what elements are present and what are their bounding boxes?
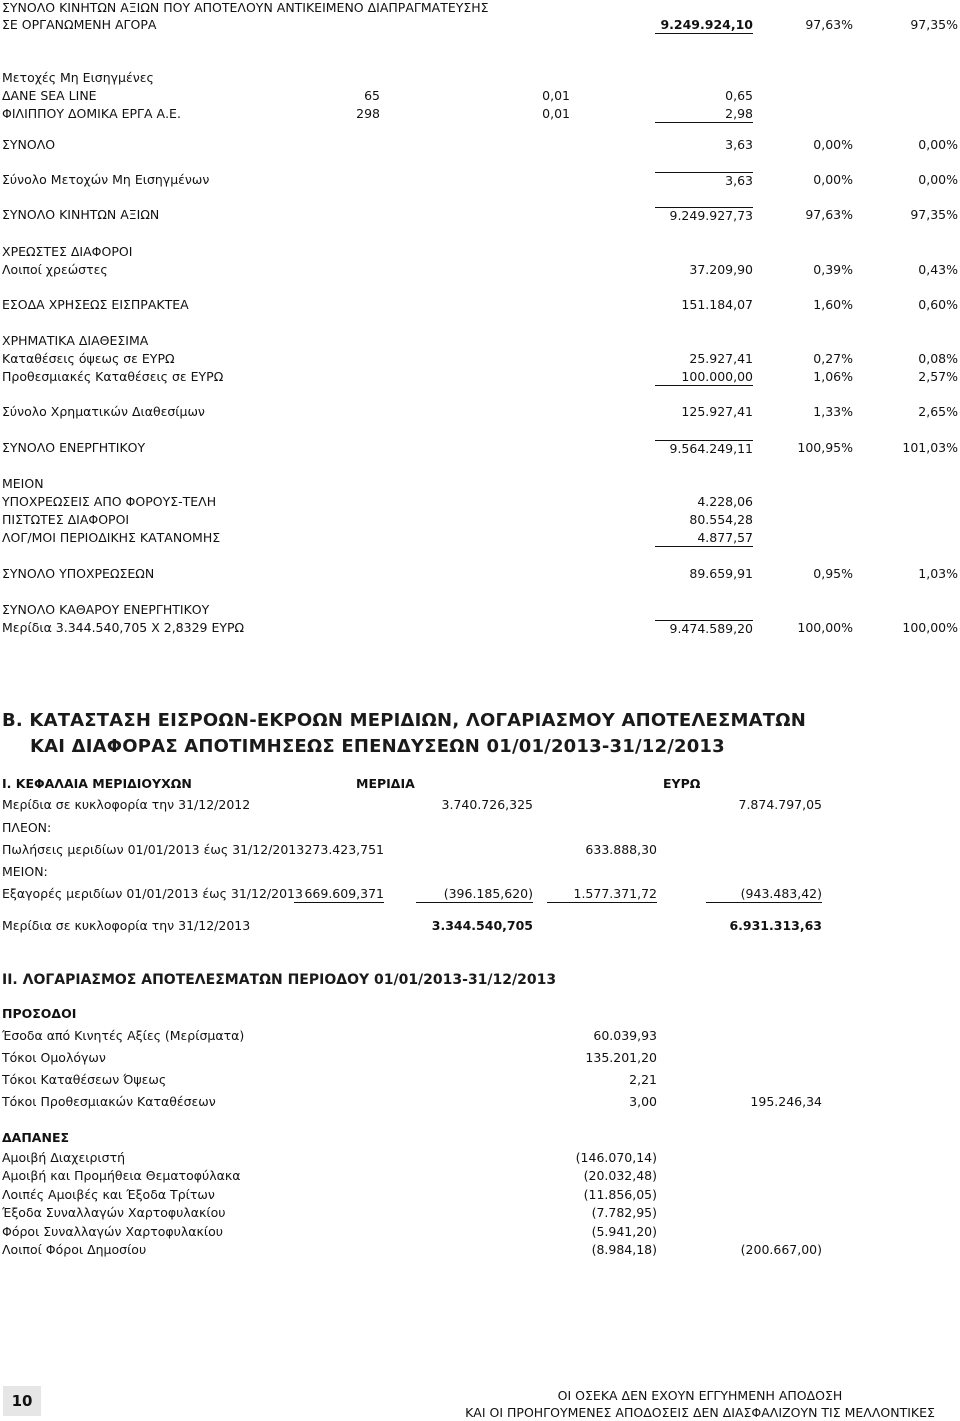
result-row-value: 3,00: [629, 1094, 657, 1109]
net-assets-pct2: 100,00%: [902, 620, 958, 635]
section-b-title-line2: ΚΑΙ ΔΙΑΦΟΡΑΣ ΑΠΟΤΙΜΗΣΕΩΣ ΕΠΕΝΔΥΣΕΩΝ 01/01/2013-31/12/2013: [30, 736, 725, 757]
plus-label: ΠΛΕΟΝ:: [2, 820, 52, 835]
result-row-value: (20.032,48): [583, 1168, 657, 1184]
redemptions-euro-net: (943.483,42): [706, 886, 822, 903]
securities-total-pct1: 97,63%: [805, 207, 853, 222]
net-assets-label: ΣΥΝΟΛΟ ΚΑΘΑΡΟΥ ΕΝΕΡΓΗΤΙΚΟΥ: [2, 602, 210, 617]
cash-total-pct2: 2,65%: [918, 404, 958, 419]
total-pct2: 0,00%: [918, 137, 958, 152]
sales-euro: 633.888,30: [585, 842, 657, 857]
cash-row-value: 100.000,00: [655, 369, 753, 386]
unlisted-total-value: 3,63: [655, 172, 753, 189]
page-number: 10: [3, 1386, 41, 1416]
results-title: ΙΙ. ΛΟΓΑΡΙΑΣΜΟΣ ΑΠΟΤΕΛΕΣΜΑΤΩΝ ΠΕΡΙΟΔΟΥ 01/01/2013-31/12/2013: [2, 972, 557, 988]
cash-row-pct1: 1,06%: [813, 369, 853, 384]
less-row-label: ΛΟΓ/ΜΟΙ ΠΕΡΙΟΔΙΚΗΣ ΚΑΤΑΝΟΜΗΣ: [2, 530, 221, 545]
securities-header-line2: ΣΕ ΟΡΓΑΝΩΜΕΝΗ ΑΓΟΡΑ: [2, 17, 157, 32]
redemptions-label: Εξαγορές μεριδίων 01/01/2013 έως 31/12/2013: [2, 886, 303, 901]
securities-total-pct2: 97,35%: [910, 207, 958, 222]
result-row-label: Λοιποί Φόροι Δημοσίου: [2, 1242, 147, 1257]
liabilities-total-label: ΣΥΝΟΛΟ ΥΠΟΧΡΕΩΣΕΩΝ: [2, 566, 155, 581]
closing-euro: 6.931.313,63: [729, 918, 822, 933]
result-row-label: Φόροι Συναλλαγών Χαρτοφυλακίου: [2, 1223, 223, 1239]
closing-label: Μερίδια σε κυκλοφορία την 31/12/2013: [2, 918, 251, 933]
securities-header-pct2: 97,35%: [910, 17, 958, 32]
income-title: ΠΡΟΣΟΔΟΙ: [2, 1006, 77, 1021]
result-row-value: 60.039,93: [593, 1028, 657, 1043]
securities-total-label: ΣΥΝΟΛΟ ΚΙΝΗΤΩΝ ΑΞΙΩΝ: [2, 207, 160, 222]
closing-units: 3.344.540,705: [431, 918, 533, 933]
securities-header-pct1: 97,63%: [805, 17, 853, 32]
unlisted-total-pct1: 0,00%: [813, 172, 853, 187]
result-row-label: Λοιπές Αμοιβές και Έξοδα Τρίτων: [2, 1186, 215, 1202]
result-row-total: 195.246,34: [750, 1094, 822, 1109]
result-row-value: 135.201,20: [585, 1050, 657, 1065]
unlisted-row-name: ΦΙΛΙΠΠΟΥ ΔΟΜΙΚΑ ΕΡΓΑ Α.Ε.: [2, 106, 181, 121]
minus-label: ΜΕΙΟΝ:: [2, 864, 48, 879]
units-label: Μερίδια 3.344.540,705 Χ 2,8329 ΕΥΡΩ: [2, 620, 245, 635]
cash-row-label: Καταθέσεις όψεως σε ΕΥΡΩ: [2, 351, 175, 366]
income-receivable-value: 151.184,07: [681, 297, 753, 312]
assets-total-pct2: 101,03%: [902, 440, 958, 455]
total-label: ΣΥΝΟΛΟ: [2, 137, 56, 152]
result-row-label: Έσοδα από Κινητές Αξίες (Μερίσματα): [2, 1028, 245, 1043]
cash-total-pct1: 1,33%: [813, 404, 853, 419]
net-assets-value: 9.474.589,20: [655, 620, 753, 637]
cash-total-value: 125.927,41: [681, 404, 753, 419]
result-row-value: (8.984,18): [591, 1242, 657, 1257]
debtors-value: 37.209,90: [689, 262, 753, 277]
net-assets-pct1: 100,00%: [797, 620, 853, 635]
result-row-label: Αμοιβή και Προμήθεια Θεματοφύλακα: [2, 1168, 241, 1184]
securities-header-line1: ΣΥΝΟΛΟ ΚΙΝΗΤΩΝ ΑΞΙΩΝ ΠΟΥ ΑΠΟΤΕΛΟΥΝ ΑΝΤΙΚΕΙΜΕΝΟ ΔΙΑΠΡΑΓΜΑΤΕΥΣΗΣ: [2, 0, 489, 15]
cash-row-pct2: 0,08%: [918, 351, 958, 366]
section-b-title-line1: Β. ΚΑΤΑΣΤΑΣΗ ΕΙΣΡΟΩΝ-ΕΚΡΟΩΝ ΜΕΡΙΔΙΩΝ, ΛΟΓΑΡΙΑΣΜΟΥ ΑΠΟΤΕΛΕΣΜΑΤΩΝ: [2, 710, 806, 731]
unlisted-row-qty: 298: [356, 106, 380, 121]
opening-label: Μερίδια σε κυκλοφορία την 31/12/2012: [2, 797, 251, 812]
result-row-value: 2,21: [629, 1072, 657, 1087]
liabilities-total-pct2: 1,03%: [918, 566, 958, 581]
result-row-value: (7.782,95): [591, 1205, 657, 1221]
less-title: ΜΕΙΟΝ: [2, 476, 44, 491]
liabilities-total-pct1: 0,95%: [813, 566, 853, 581]
assets-total-value: 9.564.249,11: [655, 440, 753, 457]
debtors-label: Λοιποί χρεώστες: [2, 262, 108, 277]
opening-units: 3.740.726,325: [441, 797, 533, 812]
expenses-title: ΔΑΠΑΝΕΣ: [2, 1130, 70, 1145]
cash-total-label: Σύνολο Χρηματικών Διαθεσίμων: [2, 404, 205, 419]
result-row-value: (5.941,20): [591, 1223, 657, 1239]
col-units-header: ΜΕΡΙΔΙΑ: [356, 776, 415, 791]
unlisted-row-price: 0,01: [542, 88, 570, 103]
unlisted-row-qty: 65: [364, 88, 380, 103]
footer-disclaimer-line1: ΟΙ ΟΣΕΚΑ ΔΕΝ ΕΧΟΥΝ ΕΓΓΥΗΜΕΝΗ ΑΠΟΔΟΣΗ: [557, 1388, 843, 1403]
less-row-label: ΠΙΣΤΩΤΕΣ ΔΙΑΦΟΡΟΙ: [2, 512, 130, 527]
assets-total-pct1: 100,95%: [797, 440, 853, 455]
cash-title: ΧΡΗΜΑΤΙΚΑ ΔΙΑΘΕΣΙΜΑ: [2, 333, 149, 348]
assets-total-label: ΣΥΝΟΛΟ ΕΝΕΡΓΗΤΙΚΟΥ: [2, 440, 146, 455]
cash-row-pct1: 0,27%: [813, 351, 853, 366]
less-row-value: 80.554,28: [689, 512, 753, 527]
unlisted-row-name: ΔΑΝΕ SEA LINE: [2, 88, 97, 103]
redemptions-units: 669.609,371: [294, 886, 384, 903]
result-row-label: Τόκοι Προθεσμιακών Καταθέσεων: [2, 1094, 216, 1109]
result-row-label: Αμοιβή Διαχειριστή: [2, 1150, 126, 1165]
unlisted-total-label: Σύνολο Μετοχών Μη Εισηγμένων: [2, 172, 210, 187]
debtors-pct1: 0,39%: [813, 262, 853, 277]
less-row-label: ΥΠΟΧΡΕΩΣΕΙΣ ΑΠΟ ΦΟΡΟΥΣ-ΤΕΛΗ: [2, 494, 217, 509]
result-row-label: Έξοδα Συναλλαγών Χαρτοφυλακίου: [2, 1205, 226, 1221]
result-row-value: (11.856,05): [583, 1186, 657, 1202]
result-row-value: (146.070,14): [575, 1150, 657, 1165]
unlisted-row-price: 0,01: [542, 106, 570, 121]
unlisted-total-pct2: 0,00%: [918, 172, 958, 187]
securities-total-value: 9.249.927,73: [655, 207, 753, 224]
debtors-pct2: 0,43%: [918, 262, 958, 277]
unlisted-row-value: 2,98: [655, 106, 753, 123]
cash-row-label: Προθεσμιακές Καταθέσεις σε ΕΥΡΩ: [2, 369, 224, 384]
securities-header-value: 9.249.924,10: [655, 17, 753, 34]
debtors-title: ΧΡΕΩΣΤΕΣ ΔΙΑΦΟΡΟΙ: [2, 244, 133, 259]
cash-row-pct2: 2,57%: [918, 369, 958, 384]
capital-title: Ι. ΚΕΦΑΛΑΙΑ ΜΕΡΙΔΙΟΥΧΩΝ: [2, 776, 192, 791]
sales-label: Πωλήσεις μεριδίων 01/01/2013 έως 31/12/2013: [2, 842, 305, 857]
result-row-label: Τόκοι Ομολόγων: [2, 1050, 106, 1065]
total-pct1: 0,00%: [813, 137, 853, 152]
unlisted-title: Μετοχές Μη Εισηγμένες: [2, 70, 154, 85]
income-receivable-label: ΕΣΟΔΑ ΧΡΗΣΕΩΣ ΕΙΣΠΡΑΚΤΕΑ: [2, 297, 189, 312]
result-row-label: Τόκοι Καταθέσεων Όψεως: [2, 1072, 167, 1087]
less-row-value: 4.877,57: [655, 530, 753, 547]
less-row-value: 4.228,06: [697, 494, 753, 509]
opening-euro: 7.874.797,05: [738, 797, 822, 812]
unlisted-row-value: 0,65: [725, 88, 753, 103]
col-euro-header: ΕΥΡΩ: [663, 776, 701, 791]
income-receivable-pct2: 0,60%: [918, 297, 958, 312]
total-value: 3,63: [725, 137, 753, 152]
footer-disclaimer-line2: ΚΑΙ ΟΙ ΠΡΟΗΓΟΥΜΕΝΕΣ ΑΠΟΔΟΣΕΙΣ ΔΕΝ ΔΙΑΣΦΑΛΙΖΟΥΝ ΤΙΣ ΜΕΛΛΟΝΤΙΚΕΣ: [465, 1405, 935, 1420]
income-receivable-pct1: 1,60%: [813, 297, 853, 312]
sales-units: 273.423,751: [304, 842, 384, 857]
redemptions-euro: 1.577.371,72: [547, 886, 657, 903]
result-row-total: (200.667,00): [740, 1242, 822, 1257]
redemptions-units-net: (396.185,620): [416, 886, 533, 903]
cash-row-value: 25.927,41: [689, 351, 753, 366]
liabilities-total-value: 89.659,91: [689, 566, 753, 581]
